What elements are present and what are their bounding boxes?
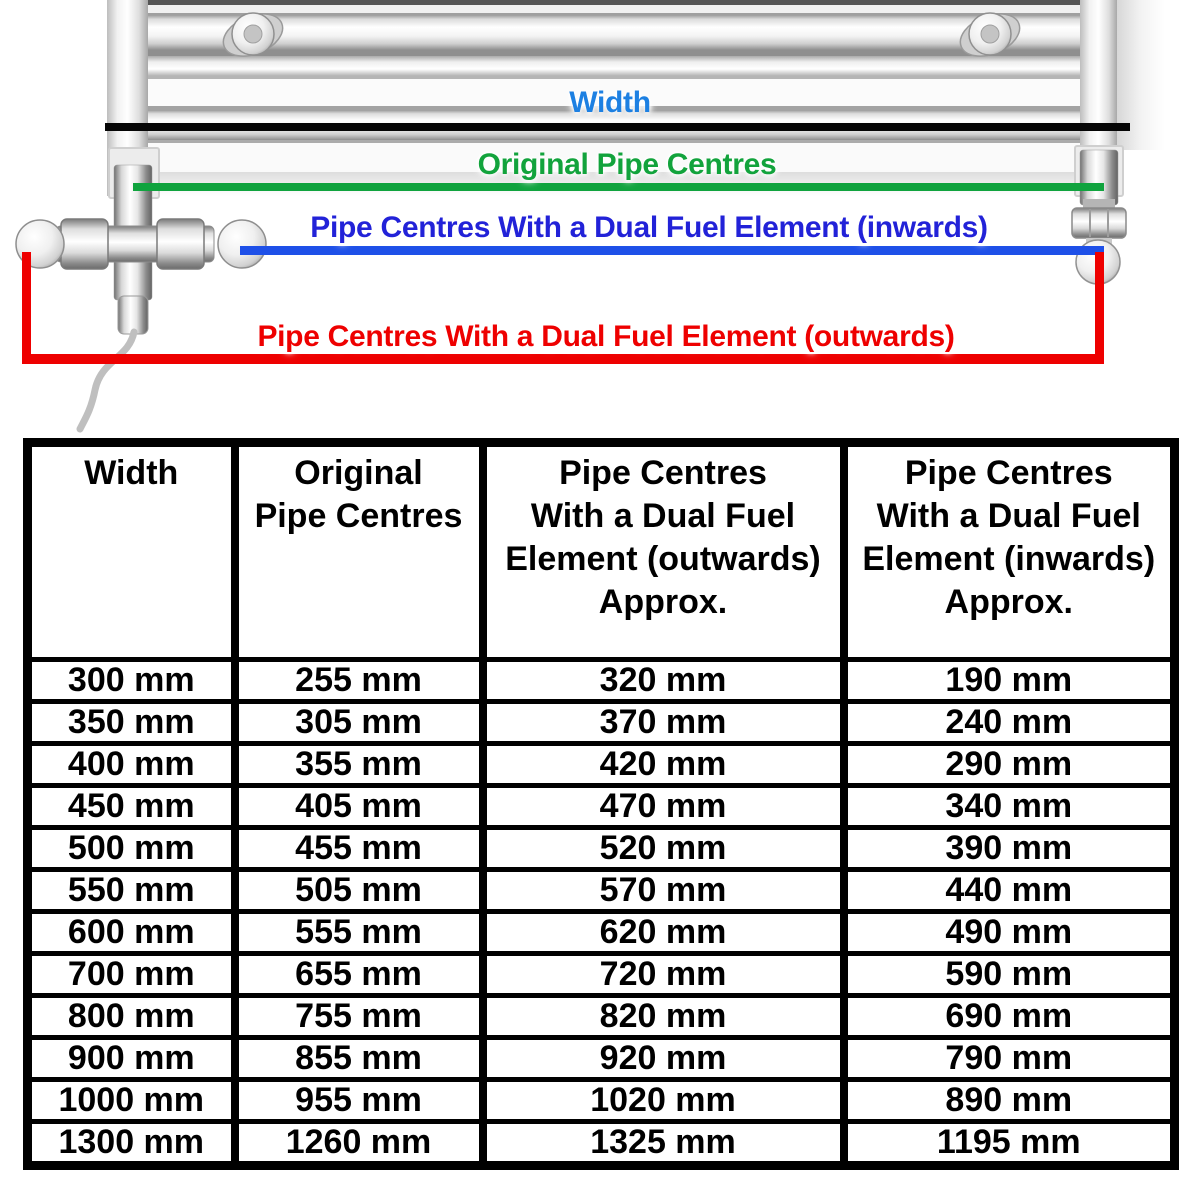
cell-original: 955 mm	[235, 1080, 483, 1122]
table-row	[28, 828, 1175, 870]
cell-width: 600 mm	[28, 912, 235, 954]
cell-inwards: 790 mm	[844, 1038, 1175, 1080]
cell-original: 405 mm	[235, 786, 483, 828]
cell-outwards: 520 mm	[483, 828, 844, 870]
table-row	[28, 954, 1175, 996]
cell-outwards: 470 mm	[483, 786, 844, 828]
cell-outwards: 920 mm	[483, 1038, 844, 1080]
cell-original: 755 mm	[235, 996, 483, 1038]
cell-width: 550 mm	[28, 870, 235, 912]
pipe-centres-table	[23, 438, 1179, 1170]
cell-inwards: 440 mm	[844, 870, 1175, 912]
cell-width: 700 mm	[28, 954, 235, 996]
table-row	[28, 660, 1175, 702]
cell-width: 300 mm	[28, 660, 235, 702]
cell-original: 1260 mm	[235, 1122, 483, 1166]
cell-inwards: 890 mm	[844, 1080, 1175, 1122]
table-row	[28, 996, 1175, 1038]
cell-original: 855 mm	[235, 1038, 483, 1080]
table-header-row	[28, 443, 1175, 660]
table-row	[28, 912, 1175, 954]
cell-inwards: 590 mm	[844, 954, 1175, 996]
cell-original: 355 mm	[235, 744, 483, 786]
cell-outwards: 420 mm	[483, 744, 844, 786]
col-header-dual-fuel-inwards: Pipe Centres With a Dual Fuel Element (inwards) Approx.	[844, 443, 1175, 660]
cell-inwards: 1195 mm	[844, 1122, 1175, 1166]
cell-original: 455 mm	[235, 828, 483, 870]
original-pipe-centres-label: Original Pipe Centres	[477, 148, 777, 181]
col-header-original-pipe-centres: Original Pipe Centres	[235, 443, 483, 660]
cell-outwards: 620 mm	[483, 912, 844, 954]
cell-inwards: 390 mm	[844, 828, 1175, 870]
cell-inwards: 490 mm	[844, 912, 1175, 954]
cell-original: 655 mm	[235, 954, 483, 996]
table-row	[28, 786, 1175, 828]
cell-width: 350 mm	[28, 702, 235, 744]
table-row	[28, 1080, 1175, 1122]
cell-outwards: 570 mm	[483, 870, 844, 912]
original-pipe-centres-line	[133, 183, 1104, 191]
cell-outwards: 1325 mm	[483, 1122, 844, 1166]
cell-outwards: 320 mm	[483, 660, 844, 702]
cell-width: 400 mm	[28, 744, 235, 786]
col-header-width: Width	[28, 443, 235, 660]
width-dimension-line	[105, 123, 1130, 131]
cell-width: 800 mm	[28, 996, 235, 1038]
dual-fuel-outwards-label: Pipe Centres With a Dual Fuel Element (outwards)	[257, 320, 955, 353]
cell-original: 505 mm	[235, 870, 483, 912]
cell-width: 1300 mm	[28, 1122, 235, 1166]
table-row	[28, 1038, 1175, 1080]
cell-outwards: 820 mm	[483, 996, 844, 1038]
cell-inwards: 690 mm	[844, 996, 1175, 1038]
radiator-diagram	[0, 0, 1187, 440]
cell-inwards: 190 mm	[844, 660, 1175, 702]
cell-width: 900 mm	[28, 1038, 235, 1080]
cell-original: 305 mm	[235, 702, 483, 744]
cell-outwards: 370 mm	[483, 702, 844, 744]
cell-width: 500 mm	[28, 828, 235, 870]
width-label: Width	[569, 86, 651, 119]
cell-outwards: 720 mm	[483, 954, 844, 996]
table-row	[28, 870, 1175, 912]
cell-width: 450 mm	[28, 786, 235, 828]
cell-outwards: 1020 mm	[483, 1080, 844, 1122]
col-header-dual-fuel-outwards: Pipe Centres With a Dual Fuel Element (outwards) Approx.	[483, 443, 844, 660]
cell-inwards: 340 mm	[844, 786, 1175, 828]
cell-inwards: 240 mm	[844, 702, 1175, 744]
table-row	[28, 1122, 1175, 1166]
table-row	[28, 744, 1175, 786]
cell-inwards: 290 mm	[844, 744, 1175, 786]
table-row	[28, 702, 1175, 744]
dual-fuel-inwards-label: Pipe Centres With a Dual Fuel Element (inwards)	[310, 211, 988, 244]
cell-width: 1000 mm	[28, 1080, 235, 1122]
cell-original: 255 mm	[235, 660, 483, 702]
cell-original: 555 mm	[235, 912, 483, 954]
